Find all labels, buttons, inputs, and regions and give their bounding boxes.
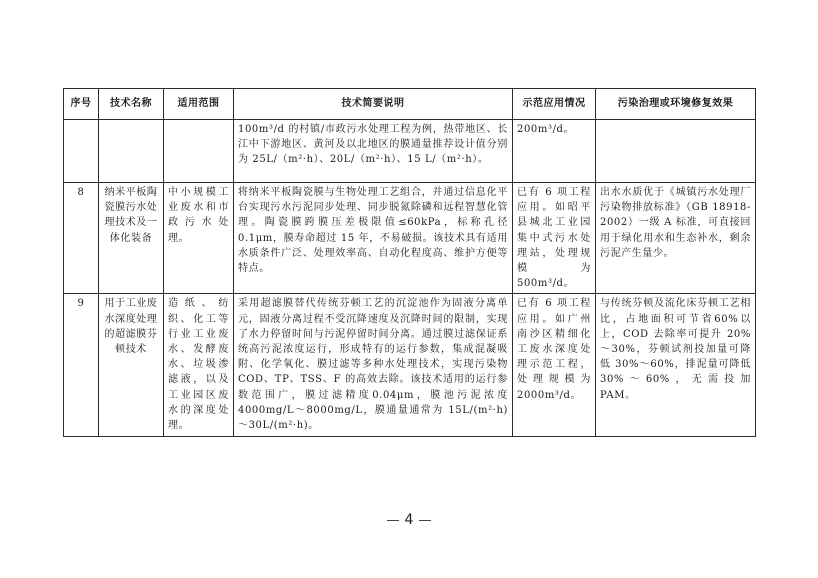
cell-effect bbox=[596, 120, 756, 183]
cell-index: 8 bbox=[64, 183, 99, 294]
cell-index: 9 bbox=[64, 294, 99, 437]
cell-tech-name bbox=[99, 120, 164, 183]
cell-description: 将纳米平板陶瓷膜与生物处理工艺组合，并通过信息化平台实现污水污泥同步处理、同步脱氮除磷和远程智慧化管理。陶瓷膜跨膜压差极限值≤60kPa，标称孔径 0.1μm，膜寿命超过 15 年，不易破损。该技术具有适用水质条件广泛、处理效率高、自动化程度高、维护方便等特点。 bbox=[234, 183, 513, 294]
cell-scope bbox=[164, 120, 234, 183]
cell-scope: 中小规模工业废水和市政污水处理。 bbox=[164, 183, 234, 294]
table-row bbox=[64, 120, 756, 183]
header-tech-name: 技术名称 bbox=[99, 89, 164, 120]
cell-effect: 出水水质优于《城镇污水处理厂污染物排放标准》（GB 18918-2002）一级 A 标准，可直接回用于绿化用水和生态补水，剩余污泥产生量少。 bbox=[596, 183, 756, 294]
header-description: 技术简要说明 bbox=[234, 89, 513, 120]
cell-demo-application: 已有 6 项工程应用。如昭平县城北工业园集中式污水处理站，处理规模为500m³/d。 bbox=[513, 183, 596, 294]
header-effect: 污染治理或环境修复效果 bbox=[596, 89, 756, 120]
table-header-row bbox=[64, 89, 756, 120]
table-row bbox=[64, 294, 756, 437]
page-number-dash-right bbox=[419, 520, 431, 521]
cell-tech-name: 纳米平板陶瓷膜污水处理技术及一体化装备 bbox=[99, 183, 164, 294]
cell-scope: 造纸、纺织、化工等行业工业废水、发酵废水、垃圾渗滤液，以及工业园区废水的深度处理。 bbox=[164, 294, 234, 437]
cell-index bbox=[64, 120, 99, 183]
table-row bbox=[64, 183, 756, 294]
page-number bbox=[0, 512, 818, 528]
header-scope: 适用范围 bbox=[164, 89, 234, 120]
cell-demo-application: 已有 6 项工程应用。如广州南沙区精细化工废水深度处理示范工程，处理规模为2000m³/d。 bbox=[513, 294, 596, 437]
technology-table bbox=[63, 88, 756, 437]
cell-demo-application: 200m³/d。 bbox=[513, 120, 596, 183]
cell-tech-name: 用于工业废水深度处理的超滤膜芬顿技术 bbox=[99, 294, 164, 437]
page-number-dash-left bbox=[387, 520, 399, 521]
cell-description: 采用超滤膜替代传统芬顿工艺的沉淀池作为固液分离单元，固液分离过程不受沉降速度及沉降时间的限制，实现了水力停留时间与污泥停留时间分离。通过膜过滤保证系统高污泥浓度运行，形成特有的运行参数，集成混凝吸附、化学氧化、膜过滤等多种水处理技术，实现污染物 COD、TP、TSS、F 的高效去除。该技术适用的运行参数范围广，膜过滤精度0.04μm，膜池污泥浓度 4000mg/L～8000mg/L，膜通量通常为 15L/(m²·h)～30L/(m²·h)。 bbox=[234, 294, 513, 437]
page-number-value: 4 bbox=[404, 512, 414, 528]
header-demo-application: 示范应用情况 bbox=[513, 89, 596, 120]
header-index: 序号 bbox=[64, 89, 99, 120]
cell-effect: 与传统芬顿及流化床芬顿工艺相比，占地面积可节省60%以上，COD 去除率可提升 20%～30%，芬顿试剂投加量可降低 30%～60%，排泥量可降低 30%～60%，无需投加 PAM。 bbox=[596, 294, 756, 437]
cell-description: 100m³/d 的村镇/市政污水处理工程为例，热带地区、长江中下游地区、黄河及以北地区的膜通量推荐设计值分别为 25L/（m²·h）、20L/（m²·h）、15 L/（m²·h）。 bbox=[234, 120, 513, 183]
